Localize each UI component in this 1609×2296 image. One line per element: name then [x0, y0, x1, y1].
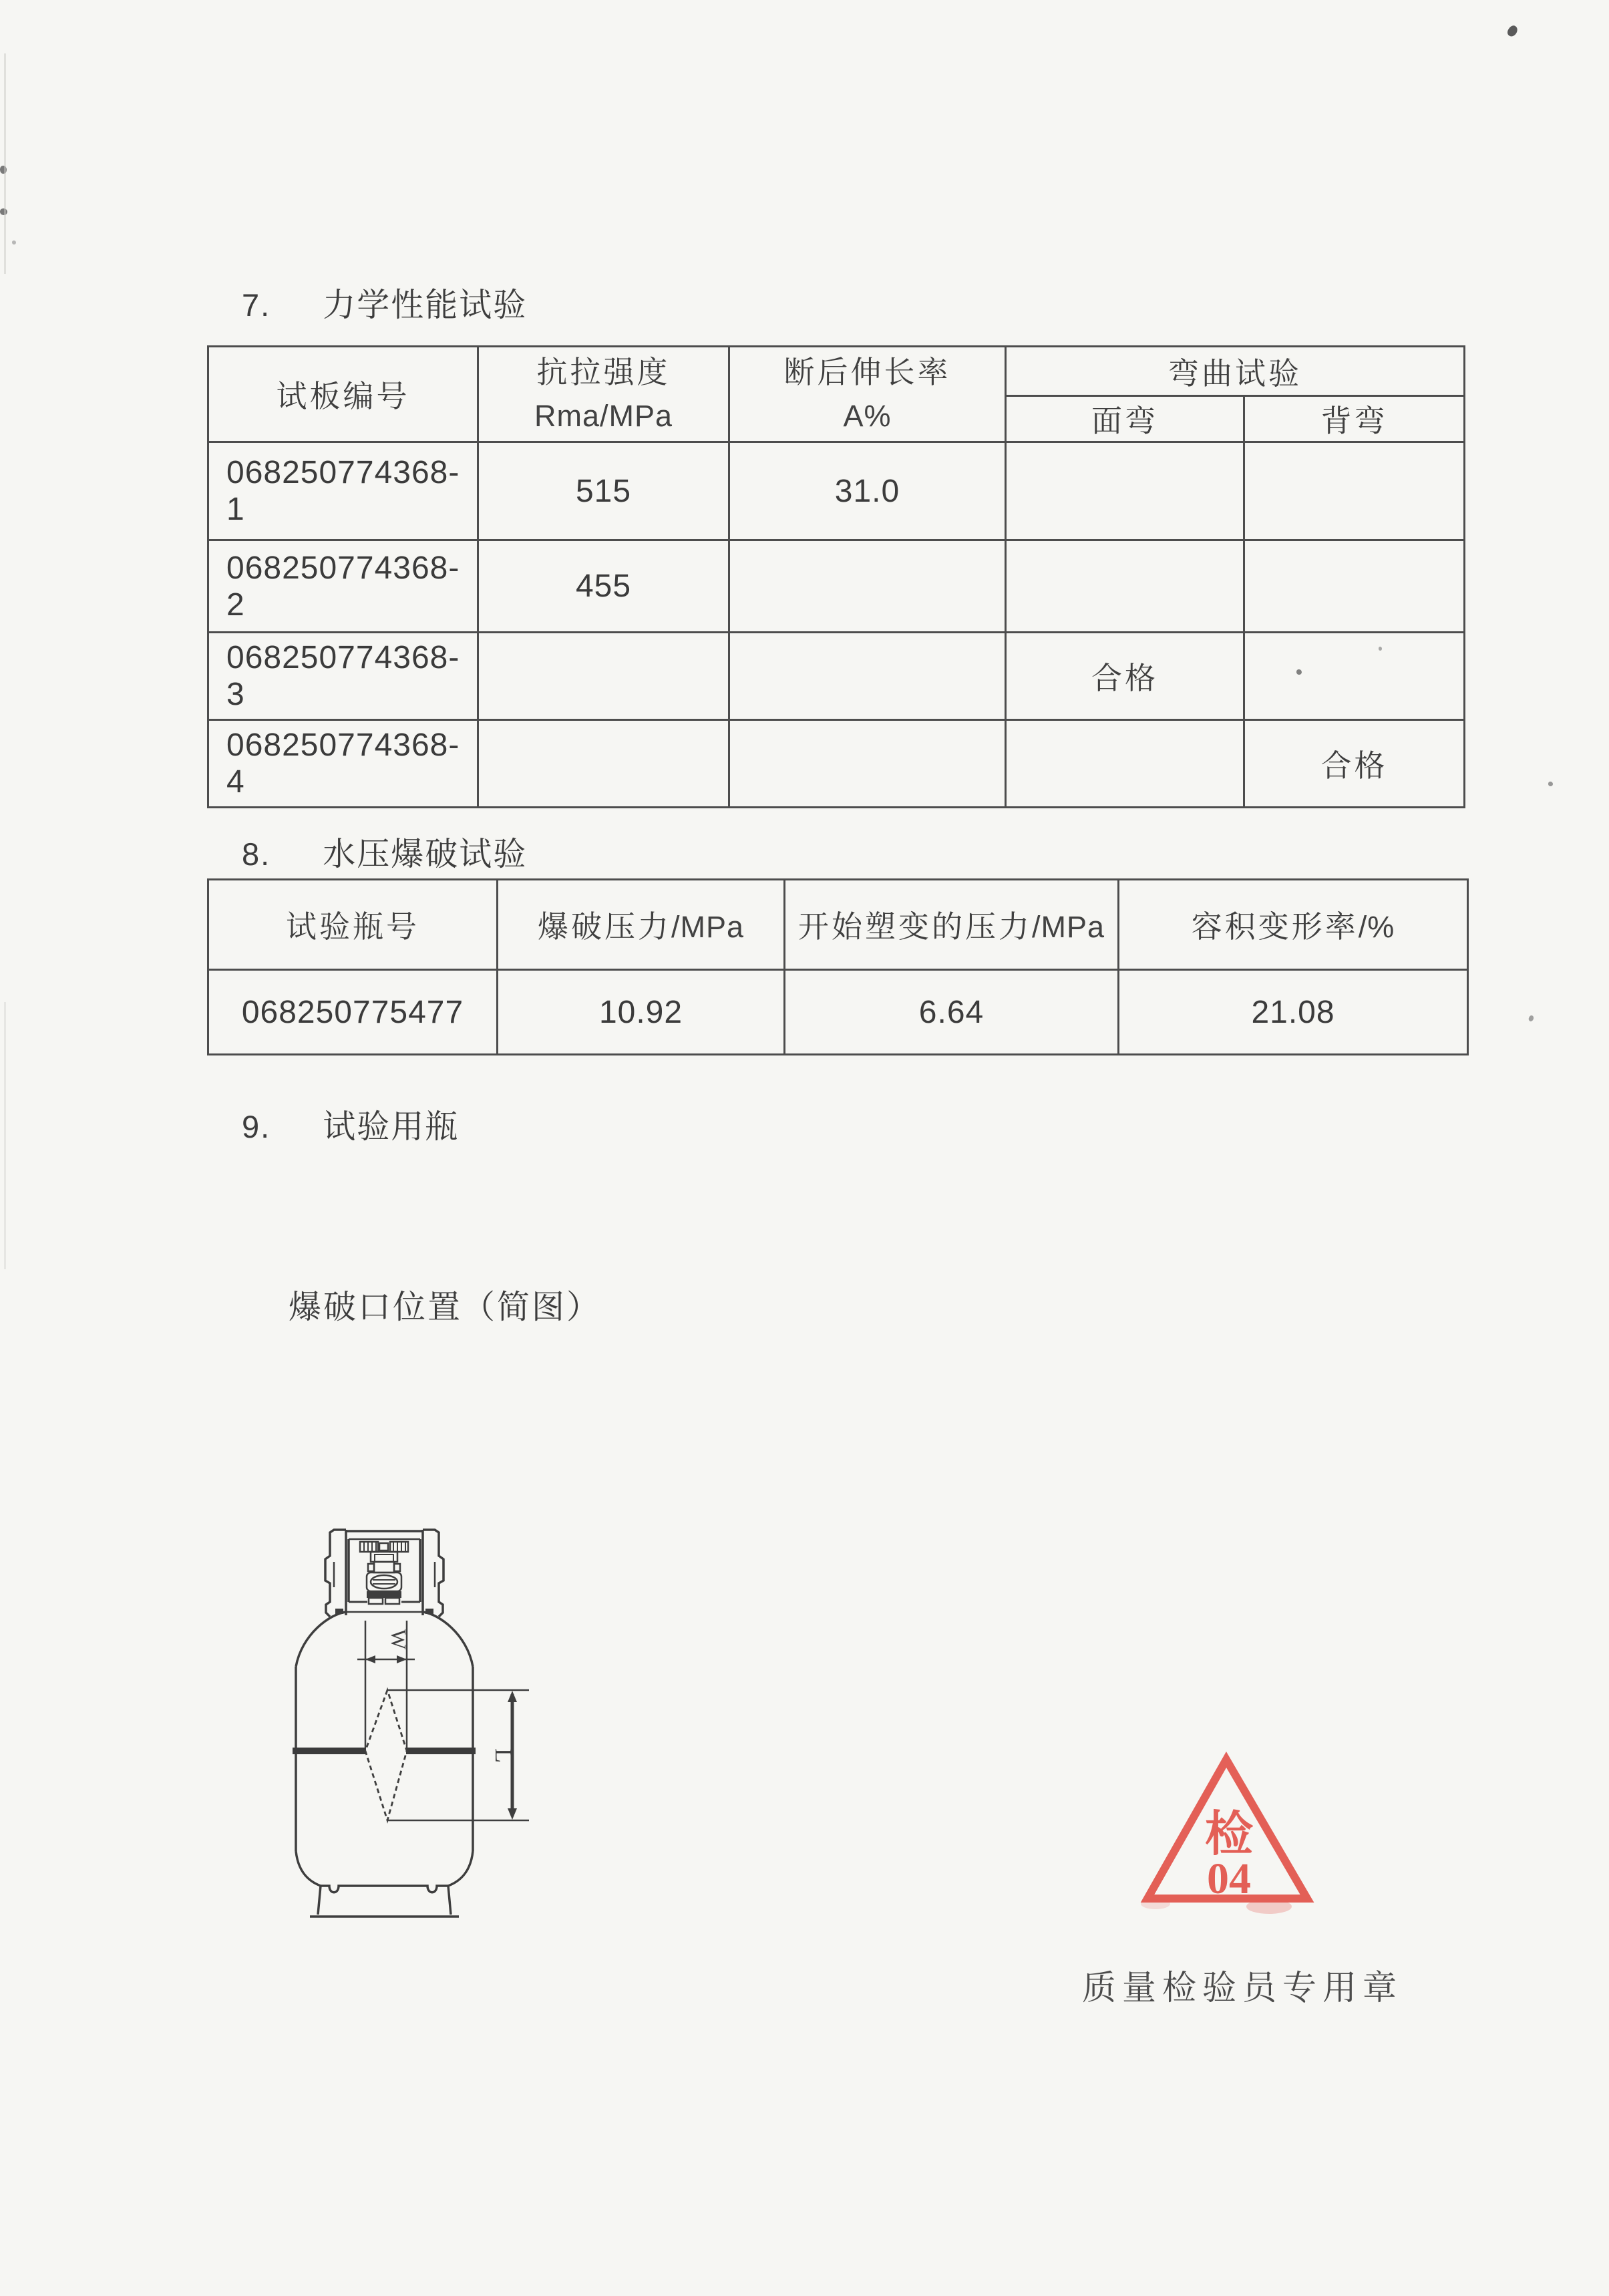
section-7-number: 7. — [242, 287, 271, 323]
col-header-bend-group: 弯曲试验 — [1006, 347, 1465, 396]
section-7-title: 力学性能试验 — [323, 287, 528, 323]
volume-deform-cell: 21.08 — [1119, 970, 1468, 1055]
back-bend-cell — [1244, 633, 1465, 720]
section-9-title: 试验用瓶 — [323, 1108, 460, 1145]
table-row — [208, 720, 1465, 808]
burst-opening-diamond — [365, 1690, 407, 1820]
stamp-caption: 质量检验员专用章 — [1082, 1970, 1403, 2007]
stamp-smudge — [1246, 1899, 1292, 1914]
col-header-volume-deform — [1119, 880, 1468, 970]
elongation-cell: 31.0 — [729, 442, 1006, 540]
face-bend-cell — [1006, 540, 1244, 633]
yield-pressure-cell: 6.64 — [785, 970, 1119, 1055]
inspection-stamp — [1109, 1732, 1339, 1945]
face-bend-cell — [1006, 720, 1244, 808]
col-header-back-bend: 背弯 — [1244, 396, 1465, 442]
mechanical-test-table — [207, 345, 1465, 808]
cylinder-burst-diagram — [260, 1502, 538, 1929]
back-bend-cell — [1244, 540, 1465, 633]
elongation-cell — [729, 720, 1006, 808]
col-header-bottle-text: 试验瓶号 — [286, 910, 419, 944]
col-header-tensile-unit: Rma/MPa — [534, 398, 673, 433]
dimension-w — [357, 1621, 415, 1748]
col-header-yield-pressure — [785, 880, 1119, 970]
weld-seam — [293, 1748, 476, 1754]
tensile-cell: 455 — [478, 540, 729, 633]
section-7-heading — [242, 279, 527, 326]
scan-speck — [1296, 669, 1302, 675]
col-header-volume-cn: 容积变形率 — [1191, 910, 1359, 944]
col-header-burst-unit: /MPa — [671, 910, 745, 944]
col-header-elongation-unit: A% — [843, 398, 892, 433]
table-row — [208, 540, 1465, 633]
section-8-title: 水压爆破试验 — [323, 836, 528, 872]
burst-test-table — [207, 878, 1469, 1055]
table-row — [208, 970, 1468, 1055]
burst-location-label: 爆破口位置（简图） — [289, 1289, 602, 1325]
col-header-specimen: 试板编号 — [208, 347, 478, 442]
tensile-cell — [478, 720, 729, 808]
bottle-id-cell: 068250775477 — [208, 970, 498, 1055]
stamp-smudge — [1141, 1899, 1170, 1909]
section-9-number: 9. — [242, 1109, 271, 1144]
stamp-char: 检 — [1204, 1808, 1254, 1861]
col-header-tensile-cn: 抗拉强度 — [536, 355, 671, 390]
section-8-heading — [242, 828, 527, 875]
col-header-volume-unit: /% — [1358, 910, 1395, 944]
col-header-tensile — [478, 347, 729, 442]
specimen-id-cell: 068250774368-1 — [208, 442, 478, 540]
face-bend-cell: 合格 — [1006, 633, 1244, 720]
col-header-elongation — [729, 347, 1006, 442]
col-header-bottle — [208, 880, 498, 970]
back-bend-cell — [1244, 442, 1465, 540]
col-header-elongation-cn: 断后伸长率 — [783, 355, 951, 390]
scan-speck — [12, 240, 16, 244]
section-9-heading — [242, 1101, 459, 1148]
burst-pressure-cell: 10.92 — [498, 970, 785, 1055]
table-row — [208, 442, 1465, 540]
section-8-number: 8. — [242, 836, 271, 872]
stamp-number: 04 — [1207, 1854, 1251, 1903]
scan-edge-line — [4, 1002, 6, 1269]
tensile-cell — [478, 633, 729, 720]
dim-l-label: L — [490, 1748, 517, 1763]
scan-speck — [1505, 24, 1519, 38]
dim-w-label: W — [387, 1629, 411, 1650]
col-header-yield-cn: 开始塑变的压力 — [797, 910, 1032, 944]
scan-speck — [1548, 782, 1553, 786]
cylinder-valve — [360, 1542, 408, 1604]
elongation-cell — [729, 540, 1006, 633]
specimen-id-cell: 068250774368-4 — [208, 720, 478, 808]
col-header-burst-pressure — [498, 880, 785, 970]
col-header-face-bend: 面弯 — [1006, 396, 1244, 442]
back-bend-cell: 合格 — [1244, 720, 1465, 808]
tensile-cell: 515 — [478, 442, 729, 540]
dimension-l — [387, 1690, 529, 1820]
specimen-id-cell: 068250774368-3 — [208, 633, 478, 720]
scan-edge-line — [4, 53, 6, 274]
col-header-yield-unit: /MPa — [1031, 910, 1105, 944]
cylinder-outline — [296, 1612, 473, 1917]
face-bend-cell — [1006, 442, 1244, 540]
table-row — [208, 633, 1465, 720]
elongation-cell — [729, 633, 1006, 720]
col-header-burst-cn: 爆破压力 — [537, 910, 671, 944]
scan-speck — [1528, 1015, 1534, 1022]
scan-speck — [1379, 647, 1382, 651]
specimen-id-cell: 068250774368-2 — [208, 540, 478, 633]
